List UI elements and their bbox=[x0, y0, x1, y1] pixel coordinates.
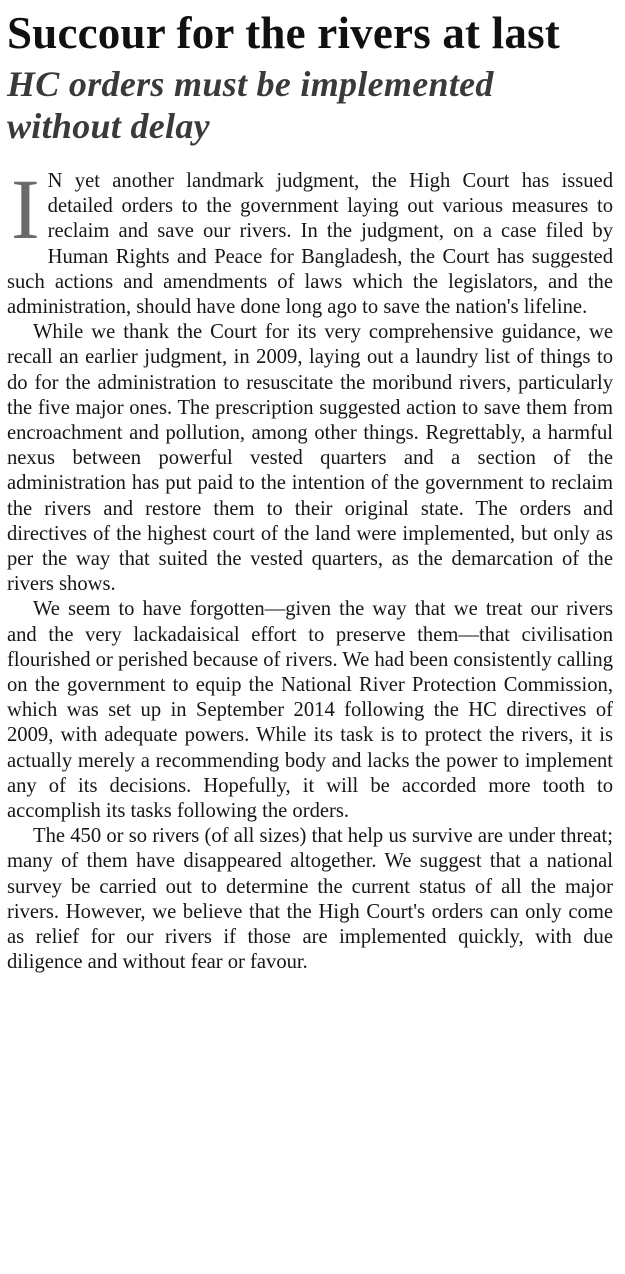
paragraph-1-text: N yet another landmark judgment, the High Court has issued detailed orders to the government laying out various measures to reclaim and save our rivers. In the judgment, on a case filed by Human Rights and Peace for Bangladesh, the Court has suggested such actions and amendments of laws which the legislators, and the administration, should have done long ago to save the nation's lifeline. bbox=[7, 170, 613, 319]
subheadline: HC orders must be implemented without delay bbox=[7, 64, 494, 146]
paragraph-2: While we thank the Court for its very comprehensive guidance, we recall an earlier judgment, in 2009, laying out a laundry list of things to do for the administration to resuscitate the moribund rivers, particularly the five major ones. The prescription suggested action to save them from encroachment and pollution, among other things. Regrettably, a harmful nexus between powerful vested quarters and a section of the administration has put paid to the intention of the government to reclaim the rivers and restore them to their original state. The orders and directives of the highest court of the land were implemented, but only as per the way that suited the vested quarters, as the demarcation of the rivers shows. bbox=[7, 321, 613, 596]
headline: Succour for the rivers at last bbox=[7, 8, 560, 58]
editorial-article bbox=[7, 8, 613, 976]
paragraph-3: We seem to have forgotten—given the way that we treat our rivers and the very lackadaisical effort to preserve them—that civilisation flourished or perished because of rivers. We had been consistently calling on the government to equip the National River Protection Commission, which was set up in September 2014 following the HC directives of 2009, with adequate powers. While its task is to protect the rivers, it is actually merely a recommending body and lacks the power to implement any of its decisions. Hopefully, it will be accorded more tooth to accomplish its tasks following the orders. bbox=[7, 598, 613, 823]
paragraph-1 bbox=[7, 161, 613, 320]
article-body bbox=[7, 161, 613, 976]
paragraph-4: The 450 or so rivers (of all sizes) that help us survive are under threat; many of them have disappeared altogether. We suggest that a national survey be carried out to determine the current status of all the major rivers. However, we believe that the High Court's orders can only come as relief for our rivers if those are implemented quickly, with due diligence and without fear or favour. bbox=[7, 825, 613, 974]
drop-cap: I bbox=[11, 161, 40, 257]
